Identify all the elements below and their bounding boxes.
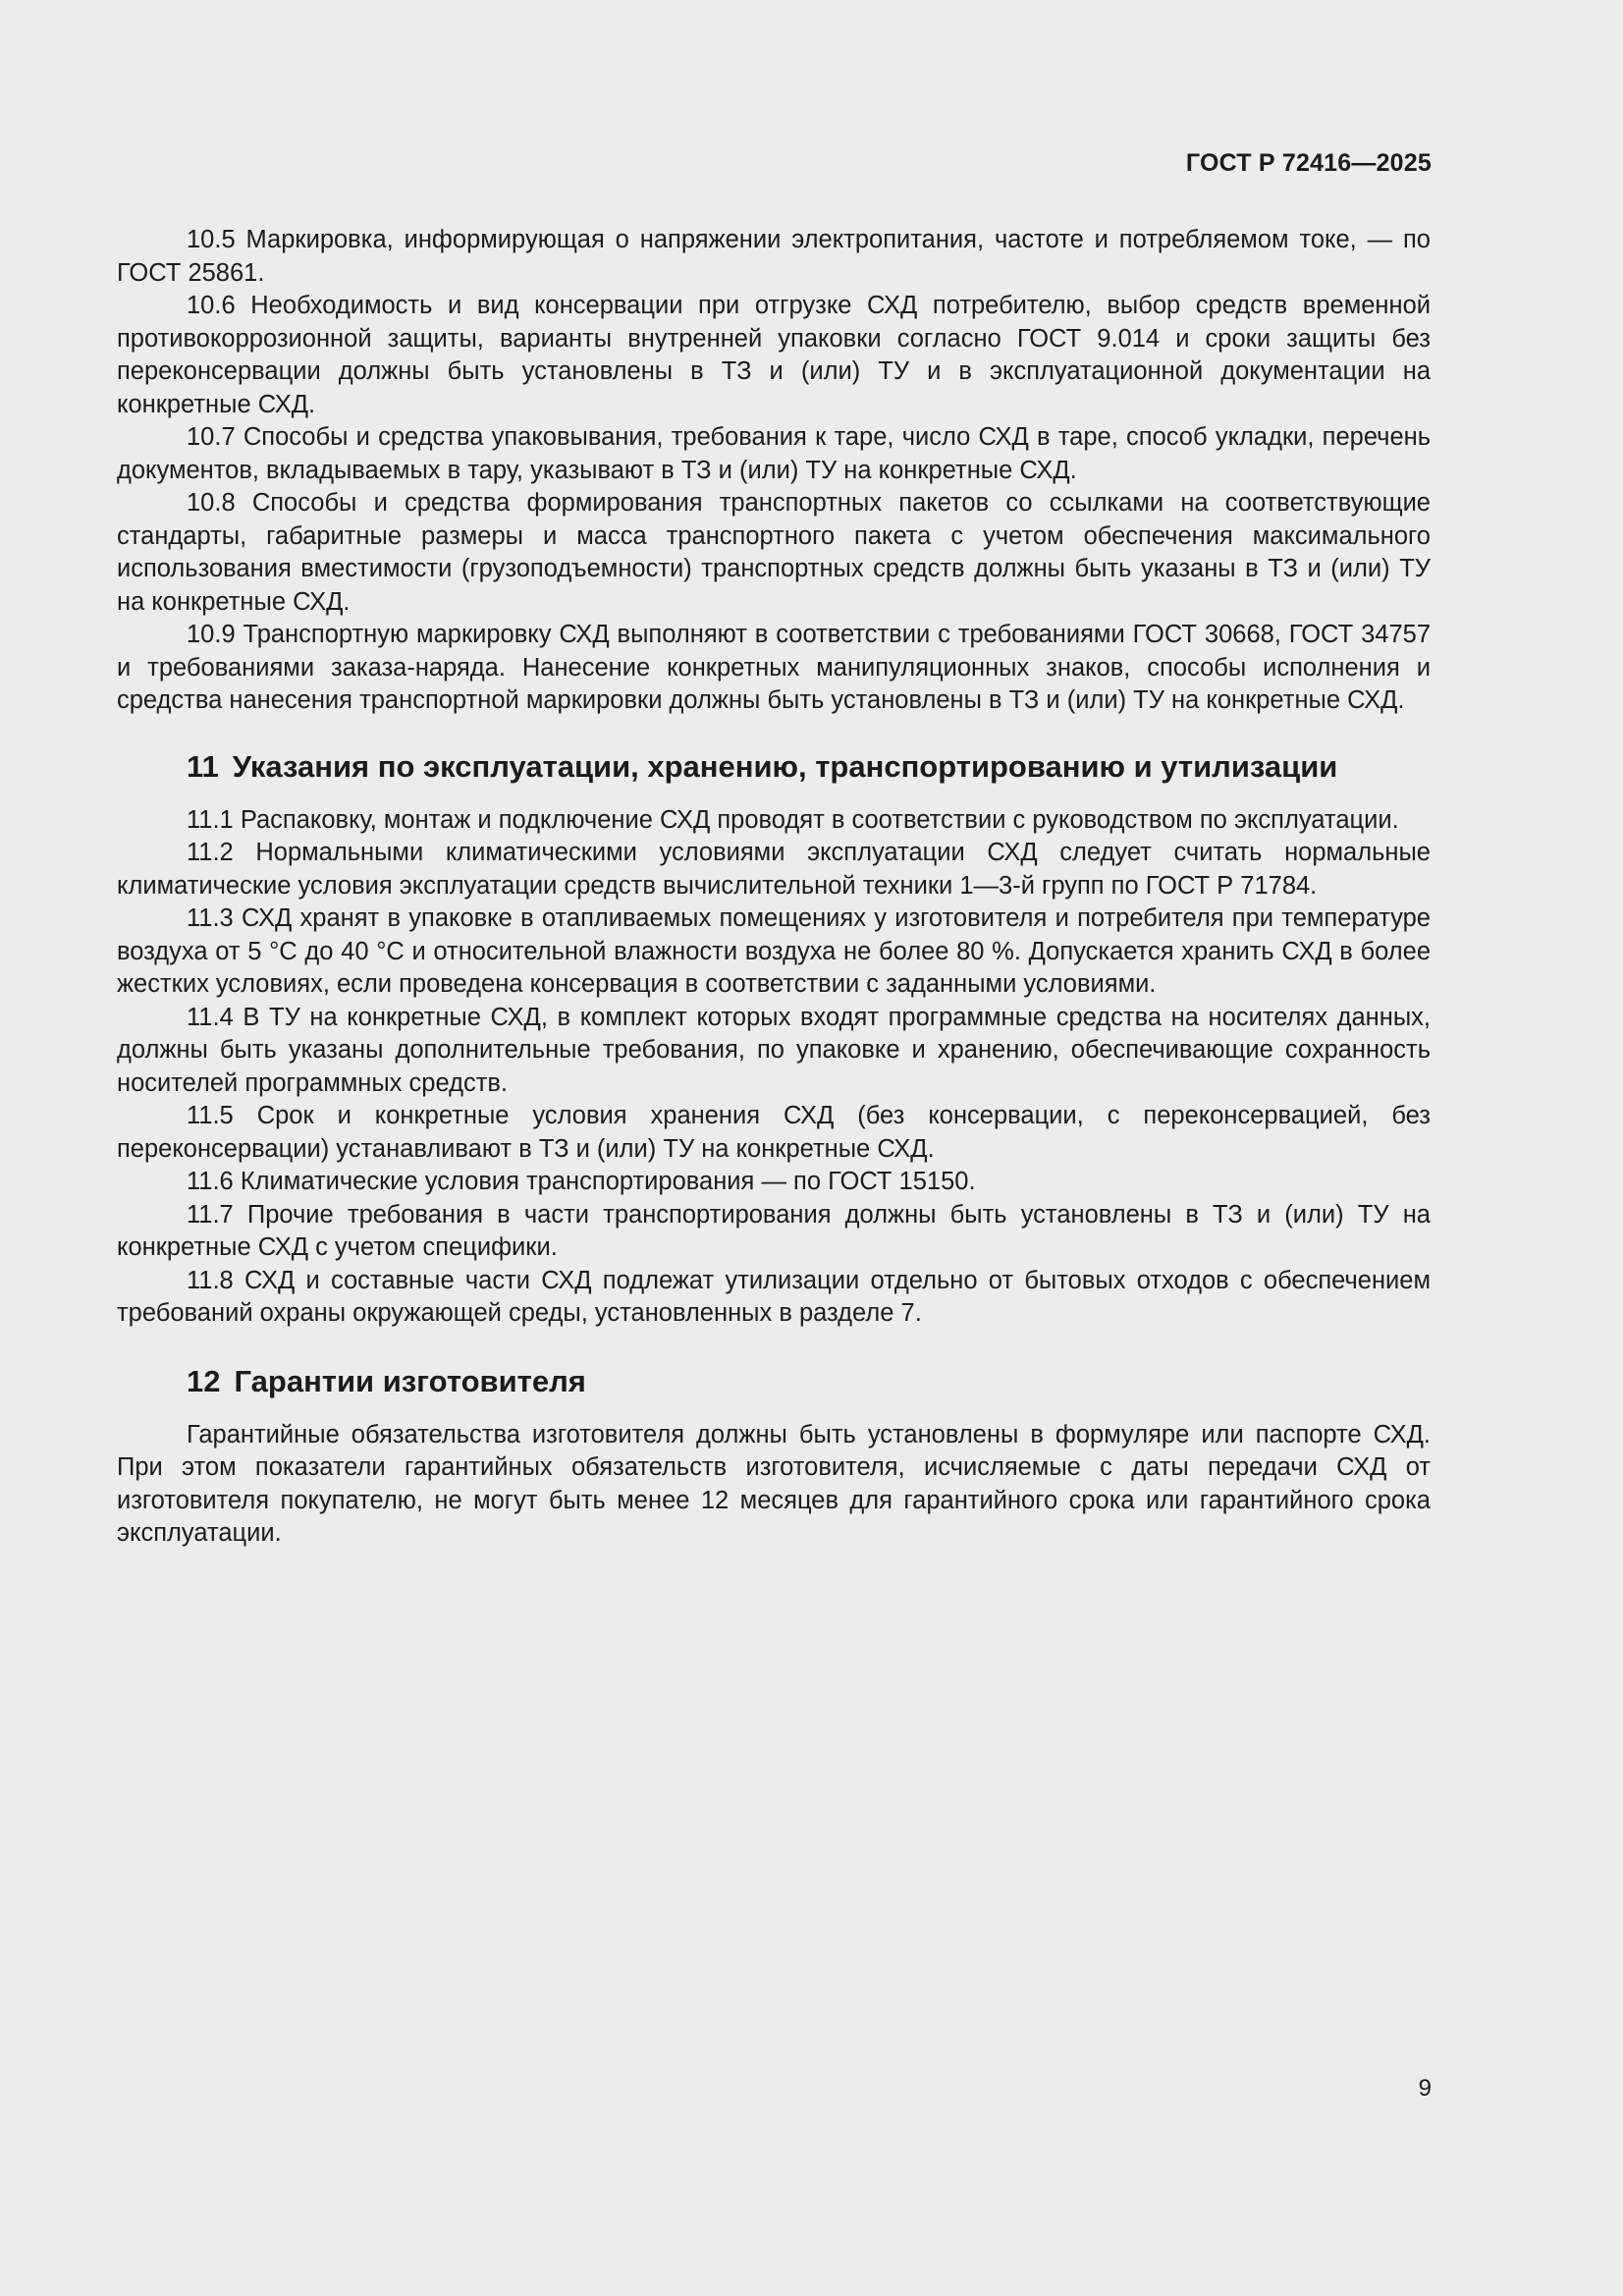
paragraph-10-5: 10.5 Маркировка, информирующая о напряжении электропитания, частоте и потребляемом токе, — по ГОСТ 25861.: [117, 226, 1431, 287]
paragraph-11-6: 11.6 Климатические условия транспортирования — по ГОСТ 15150.: [187, 1168, 976, 1195]
page-number: 9: [1418, 2075, 1432, 2102]
section-12-title: Гарантии изготовителя: [234, 1363, 586, 1398]
section-12-number: 12: [187, 1363, 221, 1398]
paragraph-11-5: 11.5 Срок и конкретные условия хранения СХД (без консервации, с переконсервацией, без переконсервации) устанавливают в ТЗ и (или) ТУ на конкретные СХД.: [117, 1102, 1431, 1163]
paragraph-11-8: 11.8 СХД и составные части СХД подлежат утилизации отдельно от бытовых отходов с обеспечением требований охраны окружающей среды, установленных в разделе 7.: [117, 1266, 1431, 1327]
paragraph-11-1: 11.1 Распаковку, монтаж и подключение СХД проводят в соответствии с руководством по эксплуатации.: [187, 805, 1399, 834]
paragraph-11-7: 11.7 Прочие требования в части транспортирования должны быть установлены в ТЗ и (или) ТУ на конкретные СХД с учетом специфики.: [117, 1200, 1431, 1261]
paragraph-12-warranty: Гарантийные обязательства изготовителя должны быть установлены в формуляре или паспорте СХД. При этом показатели гарантийных обязательств изготовителя, исчисляемые с даты передачи СХД от изготовителя покупателю, не могут быть менее 12 месяцев для гарантийного срока или гарантийного срока эксплуатации.: [117, 1420, 1431, 1547]
paragraph-10-8: 10.8 Способы и средства формирования транспортных пакетов со ссылками на соответствующие стандарты, габаритные размеры и масса транспортного пакета с учетом обеспечения максимального использования вместимости (грузоподъемности) транспортных средств должны быть указаны в ТЗ и (или) ТУ на конкретные СХД.: [117, 489, 1431, 616]
paragraph-10-9: 10.9 Транспортную маркировку СХД выполняют в соответствии с требованиями ГОСТ 30668, ГОСТ 34757 и требованиями заказа-наряда. Нанесение конкретных манипуляционных знаков, способы исполнения и средства нанесения транспортной маркировки должны быть установлены в ТЗ и (или) ТУ на конкретные СХД.: [117, 621, 1431, 714]
section-11-number: 11: [187, 748, 219, 784]
paragraph-10-7: 10.7 Способы и средства упаковывания, требования к таре, число СХД в таре, способ укладки, перечень документов, вкладываемых в тару, указывают в ТЗ и (или) ТУ на конкретные СХД.: [117, 423, 1431, 484]
section-11-title: Указания по эксплуатации, хранению, транспортированию и утилизации: [232, 748, 1338, 784]
paragraph-11-2: 11.2 Нормальными климатическими условиями эксплуатации СХД следует считать нормальные климатические условия эксплуатации средств вычислительной техники 1—3-й групп по ГОСТ Р 71784.: [117, 839, 1431, 900]
section-11-heading: [117, 747, 1431, 787]
document-code-header: ГОСТ Р 72416—2025: [1185, 149, 1432, 177]
paragraph-11-3: 11.3 СХД хранят в упаковке в отапливаемых помещениях у изготовителя и потребителя при температуре воздуха от 5 °С до 40 °С и относительной влажности воздуха не более 80 %. Допускается хранить СХД в более жестких условиях, если проведена консервация в соответствии с заданными условиями.: [117, 904, 1431, 998]
page-body: [117, 224, 1431, 1551]
paragraph-10-6: 10.6 Необходимость и вид консервации при отгрузке СХД потребителю, выбор средств временной противокоррозионной защиты, варианты внутренней упаковки согласно ГОСТ 9.014 и сроки защиты без переконсервации должны быть установлены в ТЗ и (или) ТУ и в эксплуатационной документации на конкретные СХД.: [117, 292, 1431, 418]
paragraph-11-4: 11.4 В ТУ на конкретные СХД, в комплект которых входят программные средства на носителях данных, должны быть указаны дополнительные требования, по упаковке и хранению, обеспечивающие сохранность носителей программных средств.: [117, 1003, 1431, 1097]
section-12-heading: [117, 1362, 1431, 1401]
